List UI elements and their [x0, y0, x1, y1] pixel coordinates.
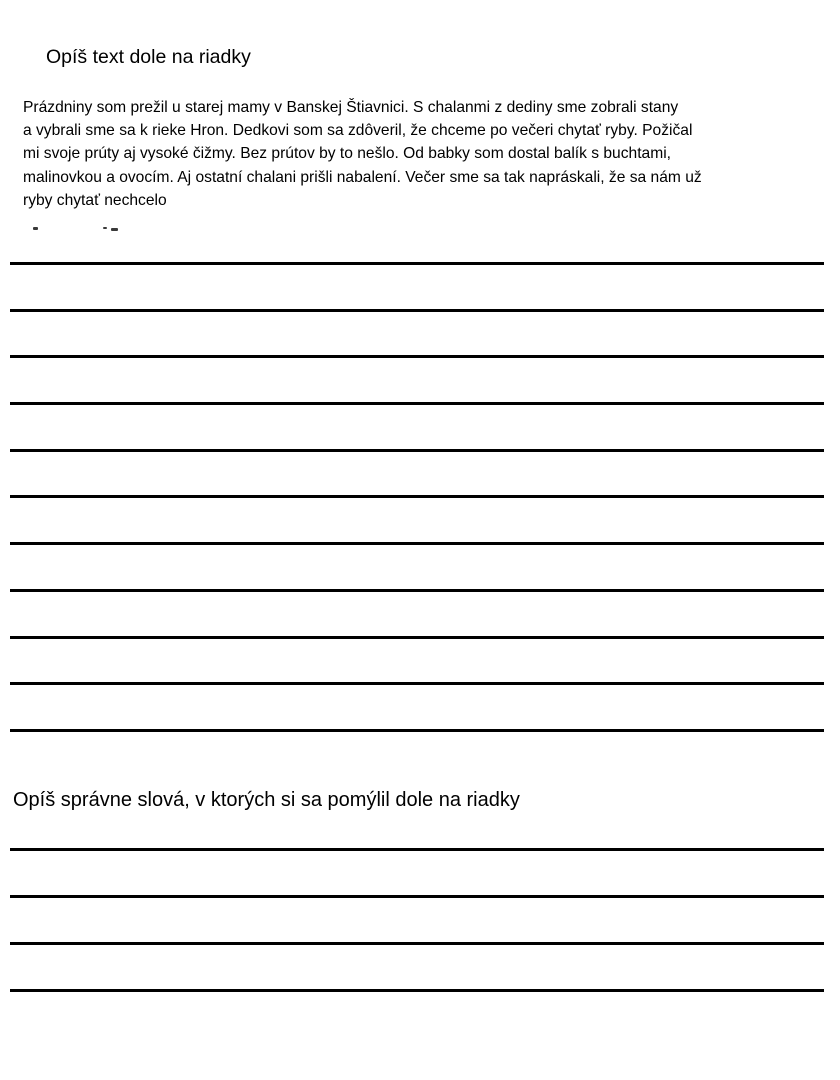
writing-lines-section-2 [10, 848, 824, 1036]
source-text-paragraph [23, 96, 833, 212]
source-text-line: mi svoje prúty aj vysoké čižmy. Bez prútov by to nešlo. Od babky som dostal balík s buchtami, [23, 145, 671, 163]
stray-mark [33, 227, 38, 230]
writing-line [10, 729, 824, 732]
writing-line [10, 589, 824, 592]
source-text-line: ryby chytať nechcelo [23, 191, 167, 209]
stray-mark [111, 228, 118, 231]
writing-line [10, 402, 824, 405]
writing-line [10, 542, 824, 545]
writing-line [10, 848, 824, 851]
writing-line [10, 636, 824, 639]
writing-line [10, 682, 824, 685]
section2-heading: Opíš správne slová, v ktorých si sa pomýlil dole na riadky [13, 789, 520, 811]
source-text-line: Prázdniny som prežil u starej mamy v Banskej Štiavnici. S chalanmi z dediny sme zobrali stany [23, 99, 679, 116]
writing-line [10, 989, 824, 992]
writing-line [10, 262, 824, 265]
writing-line [10, 895, 824, 898]
source-text-line: malinovkou a ovocím. Aj ostatní chalani prišli nabalení. Večer sme sa tak napráskali, že sa nám už [23, 168, 702, 186]
writing-line [10, 449, 824, 452]
writing-line [10, 495, 824, 498]
section1-heading: Opíš text dole na riadky [46, 46, 251, 68]
source-text-line: a vybrali sme sa k rieke Hron. Dedkovi som sa zdôveril, že chceme po večeri chytať ryby. Požičal [23, 122, 693, 140]
writing-lines-section-1 [10, 262, 824, 776]
writing-line [10, 355, 824, 358]
stray-mark [103, 227, 107, 229]
writing-line [10, 942, 824, 945]
writing-line [10, 309, 824, 312]
